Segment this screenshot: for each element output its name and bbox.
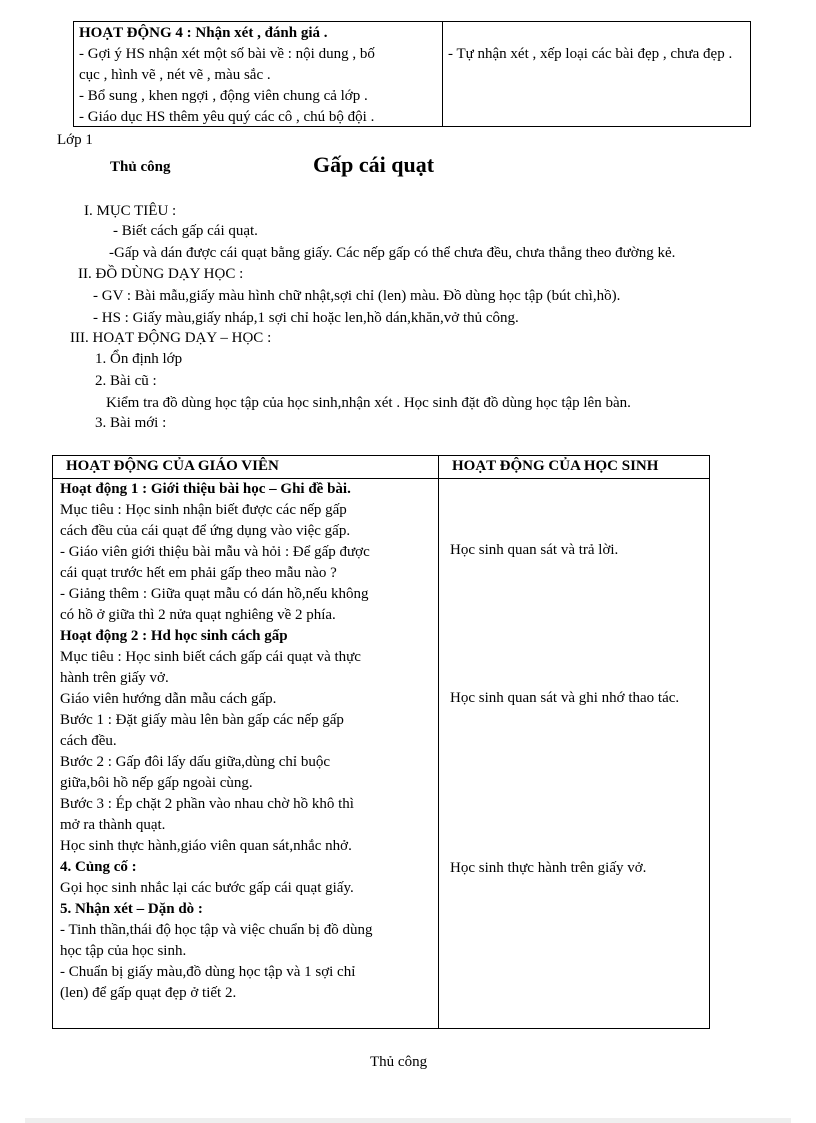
- section-muc-tieu-heading: I. MỤC TIÊU :: [84, 203, 177, 219]
- activity-line: cách đều.: [60, 733, 117, 749]
- student-column-header: HOẠT ĐỘNG CỦA HỌC SINH: [452, 458, 659, 474]
- activity-line: cục , hình vẽ , nét vẽ , màu sắc .: [79, 67, 271, 83]
- activity-line: Học sinh thực hành,giáo viên quan sát,nhắc nhở.: [60, 838, 352, 854]
- activity-line: hành trên giấy vở.: [60, 670, 169, 686]
- activity-table: [52, 455, 710, 1029]
- activity-line: Gọi học sinh nhắc lại các bước gấp cái quạt giấy.: [60, 880, 354, 896]
- muc-tieu-line: -Gấp và dán được cái quạt bằng giấy. Các nếp gấp có thể chưa đều, chưa thẳng theo đường kẻ.: [109, 245, 676, 261]
- student-cell: Học sinh thực hành trên giấy vở.: [450, 860, 647, 876]
- activity-line: Bước 2 : Gấp đôi lấy dấu giữa,dùng chỉ buộc: [60, 754, 330, 770]
- activity-line: - Giáo dục HS thêm yêu quý các cô , chú bộ đội .: [79, 109, 375, 125]
- activity-heading: 4. Củng cố :: [60, 859, 137, 875]
- activity-4-table: [73, 21, 751, 127]
- class-label: Lớp 1: [57, 132, 93, 148]
- column-divider: [442, 22, 443, 126]
- student-cell: Học sinh quan sát và ghi nhớ thao tác.: [450, 690, 680, 706]
- page-title: Gấp cái quạt: [313, 152, 435, 177]
- activity-line: - Giáo viên giới thiệu bài mẫu và hỏi : Để gấp được: [60, 544, 370, 560]
- student-activity-4: - Tự nhận xét , xếp loại các bài đẹp , chưa đẹp .: [448, 46, 733, 62]
- page-bottom-edge: [25, 1118, 791, 1123]
- activity-heading: HOẠT ĐỘNG 4 : Nhận xét , đánh giá .: [79, 25, 328, 41]
- section-do-dung-heading: II. ĐỒ DÙNG DẠY HỌC :: [78, 266, 244, 282]
- activity-line: - Bổ sung , khen ngợi , động viên chung cả lớp .: [79, 88, 368, 104]
- activity-line: Bước 1 : Đặt giấy màu lên bàn gấp các nếp gấp: [60, 712, 344, 728]
- activity-line: cái quạt trước hết em phải gấp theo mẫu nào ?: [60, 565, 337, 581]
- hoat-dong-item: 1. Ổn định lớp: [95, 351, 183, 367]
- activity-line: Giáo viên hướng dẫn mẫu cách gấp.: [60, 691, 277, 707]
- do-dung-line: - HS : Giấy màu,giấy nháp,1 sợi chỉ hoặc len,hồ dán,khăn,vở thủ công.: [93, 310, 519, 326]
- footer-subject: Thủ công: [370, 1054, 428, 1070]
- hoat-dong-item: 3. Bài mới :: [95, 415, 167, 431]
- student-cell: Học sinh quan sát và trả lời.: [450, 542, 619, 558]
- activity-line: giữa,bôi hồ nếp gấp ngoài cùng.: [60, 775, 253, 791]
- activity-line: cách đều của cái quạt để ứng dụng vào việc gấp.: [60, 523, 351, 539]
- subject-label: Thủ công: [110, 159, 171, 175]
- activity-line: - Tinh thần,thái độ học tập và việc chuẩn bị đồ dùng: [60, 922, 373, 938]
- teacher-activity-4: [79, 23, 439, 128]
- activity-line: mở ra thành quạt.: [60, 817, 166, 833]
- activity-line: - Chuẩn bị giấy màu,đồ dùng học tập và 1 sợi chỉ: [60, 964, 356, 980]
- activity-line: - Giảng thêm : Giữa quạt mẫu có dán hồ,nếu không: [60, 586, 369, 602]
- section-hoat-dong-heading: III. HOẠT ĐỘNG DẠY – HỌC :: [70, 330, 272, 346]
- activity-heading: 5. Nhận xét – Dặn dò :: [60, 901, 203, 917]
- hoat-dong-item: 2. Bài cũ :: [95, 373, 157, 389]
- teacher-column-header: HOẠT ĐỘNG CỦA GIÁO VIÊN: [66, 458, 279, 474]
- activity-heading: Hoạt động 1 : Giới thiệu bài học – Ghi đề bài.: [60, 481, 351, 497]
- column-divider: [438, 456, 439, 1028]
- activity-line: học tập của học sinh.: [60, 943, 187, 959]
- activity-line: Bước 3 : Ép chặt 2 phần vào nhau chờ hồ khô thì: [60, 796, 354, 812]
- muc-tieu-line: - Biết cách gấp cái quạt.: [113, 223, 258, 239]
- teacher-activities: [60, 479, 435, 1004]
- hoat-dong-item: Kiểm tra đồ dùng học tập của học sinh,nhận xét . Học sinh đặt đồ dùng học tập lên bàn.: [106, 395, 631, 411]
- activity-heading: Hoạt động 2 : Hd học sinh cách gấp: [60, 628, 288, 644]
- activity-line: có hồ ở giữa thì 2 nửa quạt nghiêng về 2 phía.: [60, 607, 336, 623]
- activity-line: (len) để gấp quạt đẹp ở tiết 2.: [60, 985, 237, 1001]
- activity-line: Mục tiêu : Học sinh nhận biết được các nếp gấp: [60, 502, 347, 518]
- activity-line: - Gợi ý HS nhận xét một số bài về : nội dung , bố: [79, 46, 375, 62]
- activity-line: Mục tiêu : Học sinh biết cách gấp cái quạt và thực: [60, 649, 361, 665]
- do-dung-line: - GV : Bài mẫu,giấy màu hình chữ nhật,sợi chỉ (len) màu. Đồ dùng học tập (bút chì,hồ).: [93, 288, 621, 304]
